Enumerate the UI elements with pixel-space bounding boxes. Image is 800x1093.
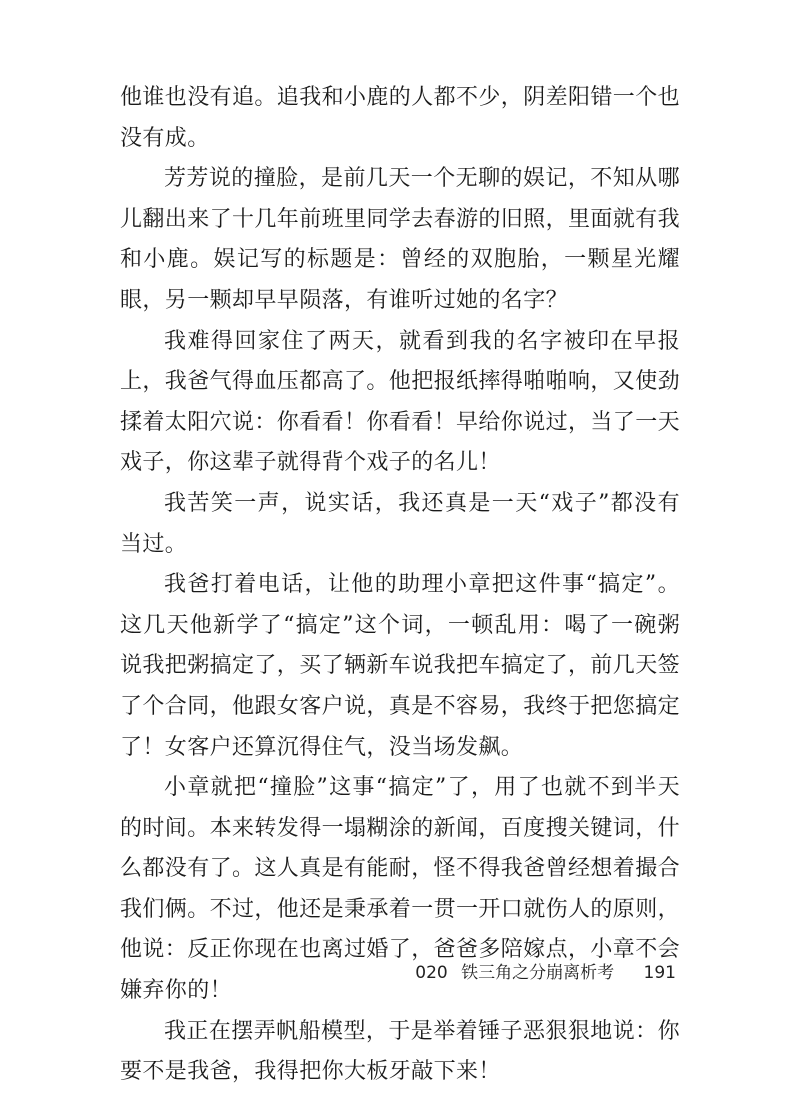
page-footer — [0, 958, 676, 983]
paragraph-5: 我爸打着电话，让他的助理小章把这件事“搞定”。这几天他新学了“搞定”这个词，一顿乱用：喝了一碗粥说我把粥搞定了，买了辆新车说我把车搞定了，前几天签了个合同，他跟女客户说，真是不容易，我终于把您搞定了！女客户还算沉得住气，没当场发飙。 — [120, 572, 681, 760]
paragraph-1: 他谁也没有追。追我和小鹿的人都不少，阴差阳错一个也没有成。 — [120, 85, 681, 151]
paragraph-7: 我正在摆弄帆船模型，于是举着锤子恶狠狠地说：你要不是我爸，我得把你大板牙敲下来！ — [120, 1018, 680, 1085]
body-text — [120, 78, 680, 1093]
paragraph-4: 我苦笑一声，说实话，我还真是一天“戏子”都没有当过。 — [120, 490, 680, 557]
paragraph-2: 芳芳说的撞脸，是前几天一个无聊的娱记，不知从哪儿翻出来了十几年前班里同学去春游的旧照，里面就有我和小鹿。娱记写的标题是：曾经的双胞胎，一颗星光耀眼，另一颗却早早陨落，有谁听过她的名字？ — [120, 166, 681, 313]
chapter-number: 020 — [415, 963, 448, 983]
chapter-title: 铁三角之分崩离析考 — [461, 963, 615, 983]
paragraph-3: 我难得回家住了两天，就看到我的名字被印在早报上，我爸气得血压都高了。他把报纸摔得啪啪响，又使劲揉着太阳穴说：你看看！你看看！早给你说过，当了一天戏子，你这辈子就得背个戏子的名儿！ — [120, 328, 681, 476]
page-number: 191 — [643, 963, 676, 983]
paragraph-6: 小章就把“撞脸”这事“搞定”了，用了也就不到半天的时间。本来转发得一塌糊涂的新闻，百度搜关键词，什么都没有了。这人真是有能耐，怪不得我爸曾经想着撮合我们俩。不过，他还是秉承着一贯一开口就伤人的原则，他说：反正你现在也离过婚了，爸爸多陪嫁点，小章不会嫌弃你的！ — [120, 775, 681, 1004]
